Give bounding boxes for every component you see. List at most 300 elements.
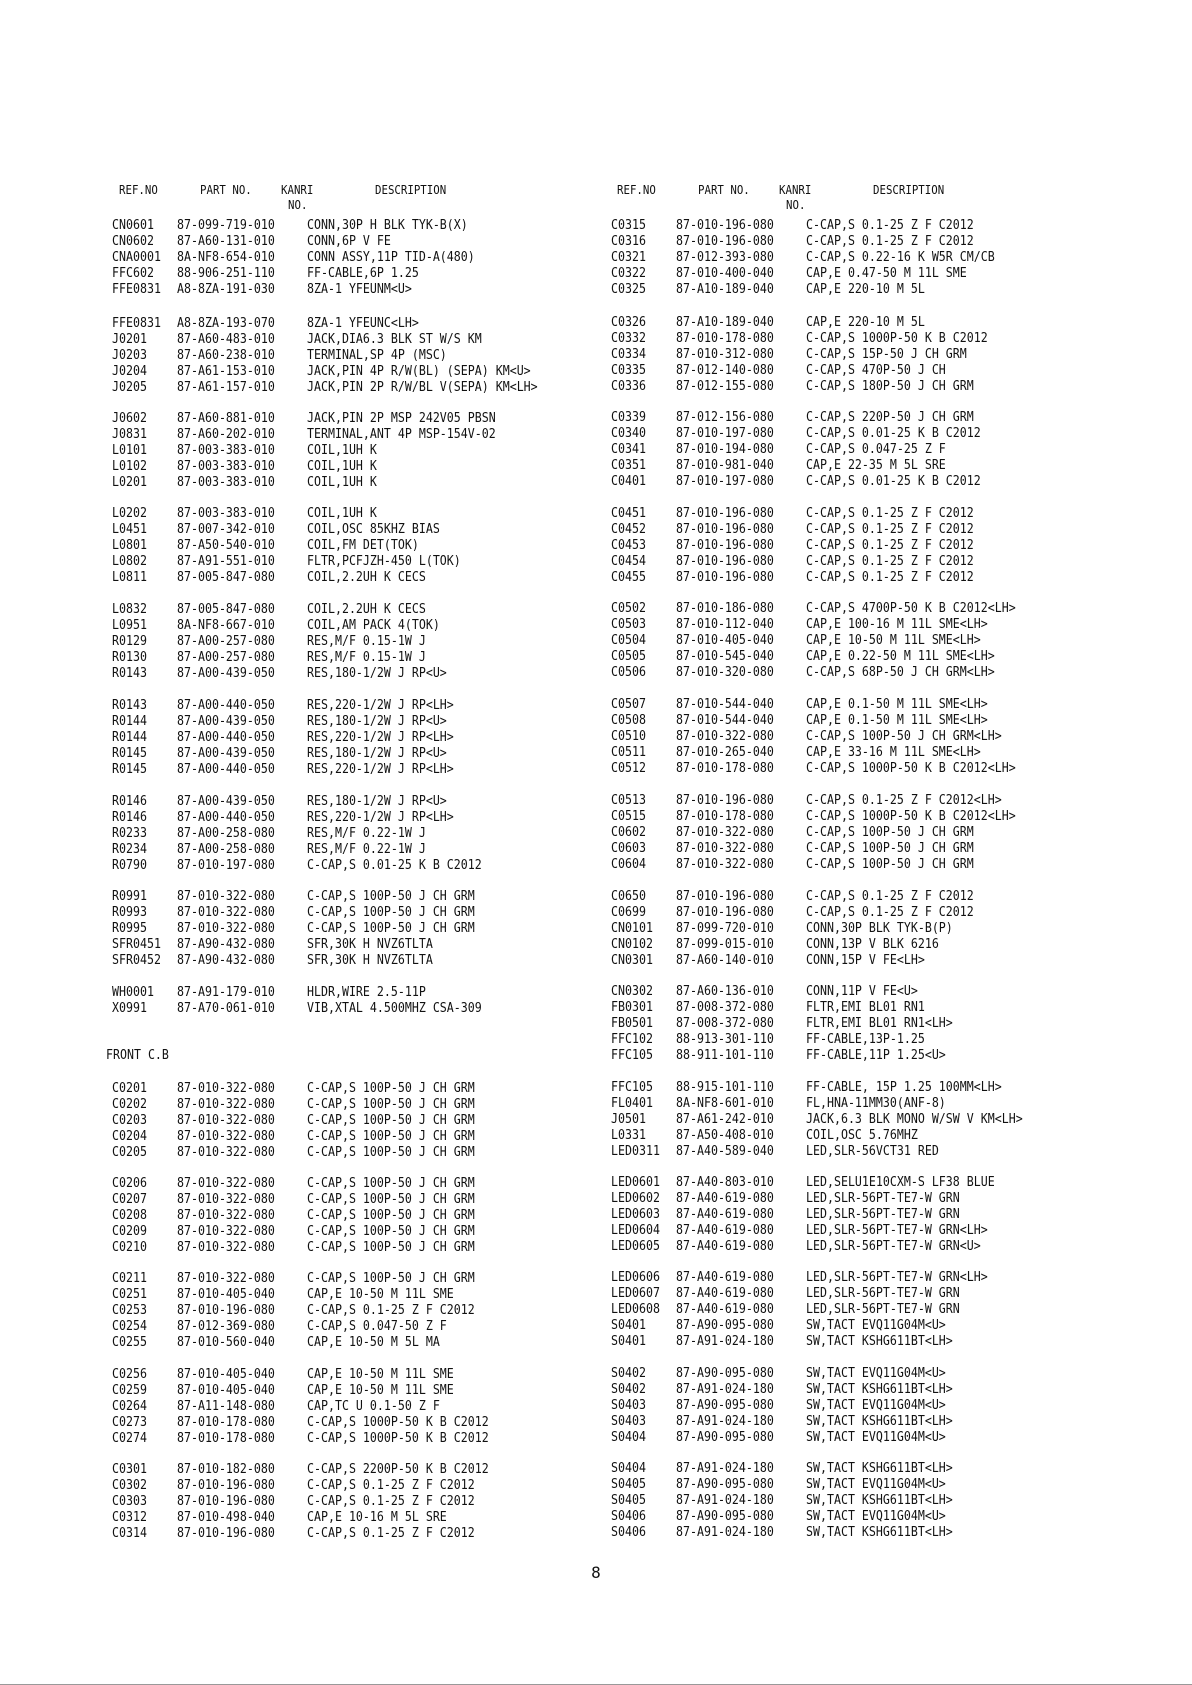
description-cell: COIL,1UH K xyxy=(307,505,377,521)
ref-no-cell: C0254 xyxy=(112,1318,147,1334)
ref-no-cell: C0454 xyxy=(611,553,646,569)
part-no-cell: 87-A40-619-080 xyxy=(676,1269,774,1285)
ref-no-cell: J0203 xyxy=(112,347,147,363)
ref-no-cell: C0512 xyxy=(611,760,646,776)
part-no-cell: 87-007-342-010 xyxy=(177,521,275,537)
description-cell: C-CAP,S 100P-50 J CH GRM xyxy=(307,888,475,904)
description-cell: C-CAP,S 0.01-25 K B C2012 xyxy=(806,473,981,489)
ref-no-cell: R0146 xyxy=(112,809,147,825)
description-cell: VIB,XTAL 4.500MHZ CSA-309 xyxy=(307,1000,482,1016)
part-no-cell: 87-010-178-080 xyxy=(676,808,774,824)
part-no-cell: 87-A00-258-080 xyxy=(177,841,275,857)
part-no-cell: 87-A90-432-080 xyxy=(177,936,275,952)
part-no-cell: 87-A70-061-010 xyxy=(177,1000,275,1016)
description-cell: SW,TACT KSHG611BT<LH> xyxy=(806,1524,953,1540)
ref-no-cell: LED0606 xyxy=(611,1269,660,1285)
part-no-cell: 87-010-194-080 xyxy=(676,441,774,457)
part-no-cell: 87-010-196-080 xyxy=(676,569,774,585)
part-no-cell: 88-906-251-110 xyxy=(177,265,275,281)
ref-no-cell: C0259 xyxy=(112,1382,147,1398)
description-cell: COIL,1UH K xyxy=(307,458,377,474)
part-no-cell: A8-8ZA-191-030 xyxy=(177,281,275,297)
description-cell: CAP,TC U 0.1-50 Z F xyxy=(307,1398,440,1414)
ref-no-cell: R0995 xyxy=(112,920,147,936)
part-no-cell: 87-010-320-080 xyxy=(676,664,774,680)
ref-no-cell: FFE0831 xyxy=(112,315,161,331)
ref-no-cell: C0504 xyxy=(611,632,646,648)
header-kanri: KANRI xyxy=(281,182,314,197)
description-cell: CONN,13P V BLK 6216 xyxy=(806,936,939,952)
part-no-cell: 87-003-383-010 xyxy=(177,458,275,474)
part-no-cell: 88-915-101-110 xyxy=(676,1079,774,1095)
part-no-cell: 87-012-140-080 xyxy=(676,362,774,378)
description-cell: C-CAP,S 100P-50 J CH GRM xyxy=(307,1223,475,1239)
description-cell: C-CAP,S 0.22-16 K W5R CM/CB xyxy=(806,249,995,265)
ref-no-cell: SFR0451 xyxy=(112,936,161,952)
description-cell: RES,180-1/2W J RP<U> xyxy=(307,793,447,809)
ref-no-cell: C0315 xyxy=(611,217,646,233)
part-no-cell: 87-010-981-040 xyxy=(676,457,774,473)
description-cell: SW,TACT EVQ11G04M<U> xyxy=(806,1476,946,1492)
ref-no-cell: C0451 xyxy=(611,505,646,521)
description-cell: C-CAP,S 0.1-25 Z F C2012 xyxy=(806,537,974,553)
part-no-cell: 87-A40-589-040 xyxy=(676,1143,774,1159)
part-no-cell: 87-010-196-080 xyxy=(177,1525,275,1541)
ref-no-cell: C0455 xyxy=(611,569,646,585)
part-no-cell: 87-A90-095-080 xyxy=(676,1317,774,1333)
description-cell: CONN,30P H BLK TYK-B(X) xyxy=(307,217,468,233)
description-cell: C-CAP,S 0.1-25 Z F C2012 xyxy=(307,1477,475,1493)
ref-no-cell: C0506 xyxy=(611,664,646,680)
description-cell: SW,TACT EVQ11G04M<U> xyxy=(806,1429,946,1445)
description-cell: C-CAP,S 100P-50 J CH GRM xyxy=(806,824,974,840)
description-cell: CAP,E 0.1-50 M 11L SME<LH> xyxy=(806,696,988,712)
description-cell: SW,TACT EVQ11G04M<U> xyxy=(806,1365,946,1381)
description-cell: FF-CABLE,13P-1.25 xyxy=(806,1031,925,1047)
ref-no-cell: R0993 xyxy=(112,904,147,920)
ref-no-cell: C0314 xyxy=(112,1525,147,1541)
ref-no-cell: C0505 xyxy=(611,648,646,664)
description-cell: LED,SLR-56PT-TE7-W GRN xyxy=(806,1206,960,1222)
ref-no-cell: S0402 xyxy=(611,1381,646,1397)
description-cell: LED,SELU1E10CXM-S LF38 BLUE xyxy=(806,1174,995,1190)
part-no-cell: 87-010-322-080 xyxy=(177,1080,275,1096)
ref-no-cell: C0340 xyxy=(611,425,646,441)
ref-no-cell: C0508 xyxy=(611,712,646,728)
ref-no-cell: CN0301 xyxy=(611,952,653,968)
part-no-cell: 87-010-322-080 xyxy=(676,824,774,840)
part-no-cell: 87-A00-440-050 xyxy=(177,729,275,745)
description-cell: C-CAP,S 0.1-25 Z F C2012 xyxy=(806,217,974,233)
part-no-cell: 87-010-322-080 xyxy=(177,1128,275,1144)
description-cell: SW,TACT EVQ11G04M<U> xyxy=(806,1397,946,1413)
description-cell: C-CAP,S 0.01-25 K B C2012 xyxy=(307,857,482,873)
description-cell: C-CAP,S 15P-50 J CH GRM xyxy=(806,346,967,362)
part-no-cell: 87-A60-131-010 xyxy=(177,233,275,249)
part-no-cell: 87-A90-095-080 xyxy=(676,1508,774,1524)
description-cell: C-CAP,S 0.1-25 Z F C2012 xyxy=(806,233,974,249)
ref-no-cell: C0332 xyxy=(611,330,646,346)
ref-no-cell: C0210 xyxy=(112,1239,147,1255)
part-no-cell: 87-010-405-040 xyxy=(676,632,774,648)
description-cell: CAP,E 0.22-50 M 11L SME<LH> xyxy=(806,648,995,664)
ref-no-cell: L0811 xyxy=(112,569,147,585)
ref-no-cell: FB0501 xyxy=(611,1015,653,1031)
part-no-cell: 87-012-393-080 xyxy=(676,249,774,265)
description-cell: C-CAP,S 0.1-25 Z F C2012 xyxy=(806,505,974,521)
ref-no-cell: C0511 xyxy=(611,744,646,760)
part-no-cell: 87-A90-095-080 xyxy=(676,1397,774,1413)
ref-no-cell: C0316 xyxy=(611,233,646,249)
header-kanri: KANRI xyxy=(779,182,812,197)
description-cell: COIL,FM DET(TOK) xyxy=(307,537,419,553)
header-kanri-no: NO. xyxy=(288,197,308,212)
part-no-cell: 87-A50-408-010 xyxy=(676,1127,774,1143)
description-cell: 8ZA-1 YFEUNC<LH> xyxy=(307,315,419,331)
part-no-cell: 87-010-197-080 xyxy=(676,473,774,489)
header-ref-no: REF.NO xyxy=(617,182,656,197)
header-part-no: PART NO. xyxy=(698,182,750,197)
description-cell: C-CAP,S 100P-50 J CH GRM xyxy=(307,1128,475,1144)
description-cell: CAP,E 10-50 M 11L SME xyxy=(307,1382,454,1398)
description-cell: C-CAP,S 0.1-25 Z F C2012 xyxy=(806,888,974,904)
ref-no-cell: R0144 xyxy=(112,729,147,745)
description-cell: TERMINAL,SP 4P (MSC) xyxy=(307,347,447,363)
description-cell: COIL,2.2UH K CECS xyxy=(307,569,426,585)
part-no-cell: 87-012-155-080 xyxy=(676,378,774,394)
description-cell: COIL,AM PACK 4(TOK) xyxy=(307,617,440,633)
ref-no-cell: C0602 xyxy=(611,824,646,840)
ref-no-cell: J0831 xyxy=(112,426,147,442)
ref-no-cell: S0406 xyxy=(611,1524,646,1540)
part-no-cell: 87-010-196-080 xyxy=(177,1493,275,1509)
part-no-cell: 87-010-322-080 xyxy=(676,840,774,856)
ref-no-cell: L0202 xyxy=(112,505,147,521)
part-no-cell: 87-A10-189-040 xyxy=(676,314,774,330)
ref-no-cell: C0201 xyxy=(112,1080,147,1096)
ref-no-cell: R0991 xyxy=(112,888,147,904)
description-cell: C-CAP,S 100P-50 J CH GRM xyxy=(806,856,974,872)
ref-no-cell: L0451 xyxy=(112,521,147,537)
part-no-cell: 87-010-112-040 xyxy=(676,616,774,632)
ref-no-cell: C0207 xyxy=(112,1191,147,1207)
part-no-cell: 87-A10-189-040 xyxy=(676,281,774,297)
part-no-cell: 87-010-545-040 xyxy=(676,648,774,664)
description-cell: RES,220-1/2W J RP<LH> xyxy=(307,809,454,825)
description-cell: SW,TACT KSHG611BT<LH> xyxy=(806,1492,953,1508)
part-no-cell: 87-010-182-080 xyxy=(177,1461,275,1477)
part-no-cell: 87-A00-439-050 xyxy=(177,745,275,761)
description-cell: C-CAP,S 1000P-50 K B C2012 xyxy=(307,1430,489,1446)
ref-no-cell: S0404 xyxy=(611,1460,646,1476)
ref-no-cell: LED0601 xyxy=(611,1174,660,1190)
part-no-cell: 87-A60-140-010 xyxy=(676,952,774,968)
description-cell: SFR,30K H NVZ6TLTA xyxy=(307,936,433,952)
part-no-cell: 87-010-196-080 xyxy=(676,792,774,808)
description-cell: C-CAP,S 100P-50 J CH GRM xyxy=(806,840,974,856)
description-cell: CONN,30P BLK TYK-B(P) xyxy=(806,920,953,936)
description-cell: JACK,PIN 2P MSP 242V05 PBSN xyxy=(307,410,496,426)
description-cell: JACK,DIA6.3 BLK ST W/S KM xyxy=(307,331,482,347)
part-no-cell: 87-A00-439-050 xyxy=(177,665,275,681)
description-cell: COIL,1UH K xyxy=(307,442,377,458)
header-kanri-no: NO. xyxy=(786,197,806,212)
part-no-cell: 87-A61-153-010 xyxy=(177,363,275,379)
description-cell: C-CAP,S 1000P-50 K B C2012 xyxy=(806,330,988,346)
description-cell: C-CAP,S 0.047-25 Z F xyxy=(806,441,946,457)
part-no-cell: 87-010-322-080 xyxy=(676,856,774,872)
description-cell: C-CAP,S 100P-50 J CH GRM xyxy=(307,1207,475,1223)
ref-no-cell: S0405 xyxy=(611,1492,646,1508)
description-cell: RES,M/F 0.22-1W J xyxy=(307,841,426,857)
description-cell: C-CAP,S 0.047-50 Z F xyxy=(307,1318,447,1334)
description-cell: LED,SLR-56PT-TE7-W GRN<LH> xyxy=(806,1269,988,1285)
part-no-cell: 87-099-720-010 xyxy=(676,920,774,936)
part-no-cell: 87-010-400-040 xyxy=(676,265,774,281)
ref-no-cell: LED0605 xyxy=(611,1238,660,1254)
description-cell: COIL,OSC 5.76MHZ xyxy=(806,1127,918,1143)
description-cell: CONN,15P V FE<LH> xyxy=(806,952,925,968)
description-cell: JACK,6.3 BLK MONO W/SW V KM<LH> xyxy=(806,1111,1023,1127)
part-no-cell: 87-A40-803-010 xyxy=(676,1174,774,1190)
part-no-cell: 87-010-197-080 xyxy=(177,857,275,873)
ref-no-cell: CN0601 xyxy=(112,217,154,233)
ref-no-cell: CN0602 xyxy=(112,233,154,249)
part-no-cell: 87-010-196-080 xyxy=(676,553,774,569)
header-description: DESCRIPTION xyxy=(375,182,447,197)
ref-no-cell: S0401 xyxy=(611,1317,646,1333)
part-no-cell: 87-003-383-010 xyxy=(177,505,275,521)
part-no-cell: 87-A00-439-050 xyxy=(177,793,275,809)
description-cell: COIL,OSC 85KHZ BIAS xyxy=(307,521,440,537)
part-no-cell: 87-010-312-080 xyxy=(676,346,774,362)
part-no-cell: 88-913-301-110 xyxy=(676,1031,774,1047)
description-cell: SW,TACT EVQ11G04M<U> xyxy=(806,1317,946,1333)
ref-no-cell: C0208 xyxy=(112,1207,147,1223)
ref-no-cell: L0101 xyxy=(112,442,147,458)
header-description: DESCRIPTION xyxy=(873,182,945,197)
part-no-cell: 87-A91-024-180 xyxy=(676,1460,774,1476)
part-no-cell: 87-010-196-080 xyxy=(676,537,774,553)
ref-no-cell: C0251 xyxy=(112,1286,147,1302)
description-cell: RES,220-1/2W J RP<LH> xyxy=(307,729,454,745)
description-cell: CAP,E 220-10 M 5L xyxy=(806,281,925,297)
ref-no-cell: J0602 xyxy=(112,410,147,426)
ref-no-cell: C0301 xyxy=(112,1461,147,1477)
description-cell: FLTR,EMI BL01 RN1<LH> xyxy=(806,1015,953,1031)
ref-no-cell: R0146 xyxy=(112,793,147,809)
part-no-cell: 87-010-196-080 xyxy=(676,521,774,537)
description-cell: RES,M/F 0.15-1W J xyxy=(307,633,426,649)
part-no-cell: 87-A00-440-050 xyxy=(177,761,275,777)
ref-no-cell: S0406 xyxy=(611,1508,646,1524)
ref-no-cell: C0339 xyxy=(611,409,646,425)
description-cell: CAP,E 10-16 M 5L SRE xyxy=(307,1509,447,1525)
description-cell: SW,TACT KSHG611BT<LH> xyxy=(806,1460,953,1476)
description-cell: C-CAP,S 220P-50 J CH GRM xyxy=(806,409,974,425)
ref-no-cell: R0145 xyxy=(112,761,147,777)
part-no-cell: 87-A60-483-010 xyxy=(177,331,275,347)
part-no-cell: 87-A91-024-180 xyxy=(676,1524,774,1540)
part-no-cell: 87-010-322-080 xyxy=(177,1239,275,1255)
ref-no-cell: C0202 xyxy=(112,1096,147,1112)
description-cell: C-CAP,S 100P-50 J CH GRM xyxy=(307,1080,475,1096)
part-no-cell: 87-010-265-040 xyxy=(676,744,774,760)
ref-no-cell: C0302 xyxy=(112,1477,147,1493)
ref-no-cell: WH0001 xyxy=(112,984,154,1000)
description-cell: LED,SLR-56PT-TE7-W GRN<U> xyxy=(806,1238,981,1254)
ref-no-cell: J0204 xyxy=(112,363,147,379)
ref-no-cell: C0515 xyxy=(611,808,646,824)
part-no-cell: 87-005-847-080 xyxy=(177,601,275,617)
description-cell: C-CAP,S 68P-50 J CH GRM<LH> xyxy=(806,664,995,680)
description-cell: C-CAP,S 0.1-25 Z F C2012<LH> xyxy=(806,792,1002,808)
description-cell: CAP,E 0.1-50 M 11L SME<LH> xyxy=(806,712,988,728)
description-cell: C-CAP,S 0.1-25 Z F C2012 xyxy=(806,569,974,585)
part-no-cell: 87-003-383-010 xyxy=(177,442,275,458)
description-cell: FF-CABLE, 15P 1.25 100MM<LH> xyxy=(806,1079,1002,1095)
part-no-cell: 87-010-322-080 xyxy=(177,1191,275,1207)
description-cell: C-CAP,S 100P-50 J CH GRM xyxy=(307,920,475,936)
part-no-cell: 87-A40-619-080 xyxy=(676,1222,774,1238)
part-no-cell: 87-010-322-080 xyxy=(177,920,275,936)
description-cell: RES,180-1/2W J RP<U> xyxy=(307,745,447,761)
ref-no-cell: C0326 xyxy=(611,314,646,330)
ref-no-cell: S0402 xyxy=(611,1365,646,1381)
part-no-cell: 87-010-178-080 xyxy=(676,330,774,346)
description-cell: LED,SLR-56PT-TE7-W GRN xyxy=(806,1285,960,1301)
ref-no-cell: L0801 xyxy=(112,537,147,553)
ref-no-cell: C0510 xyxy=(611,728,646,744)
description-cell: CAP,E 100-16 M 11L SME<LH> xyxy=(806,616,988,632)
ref-no-cell: C0211 xyxy=(112,1270,147,1286)
part-no-cell: 87-A11-148-080 xyxy=(177,1398,275,1414)
description-cell: CAP,E 10-50 M 5L MA xyxy=(307,1334,440,1350)
ref-no-cell: L0102 xyxy=(112,458,147,474)
part-no-cell: 87-A00-439-050 xyxy=(177,713,275,729)
ref-no-cell: FFC105 xyxy=(611,1079,653,1095)
ref-no-cell: R0144 xyxy=(112,713,147,729)
part-no-cell: 87-010-322-080 xyxy=(676,728,774,744)
description-cell: C-CAP,S 0.1-25 Z F C2012 xyxy=(307,1302,475,1318)
part-no-cell: 87-010-196-080 xyxy=(177,1477,275,1493)
ref-no-cell: FFE0831 xyxy=(112,281,161,297)
ref-no-cell: L0832 xyxy=(112,601,147,617)
ref-no-cell: LED0311 xyxy=(611,1143,660,1159)
description-cell: C-CAP,S 0.1-25 Z F C2012 xyxy=(307,1493,475,1509)
ref-no-cell: S0405 xyxy=(611,1476,646,1492)
part-no-cell: 87-010-405-040 xyxy=(177,1382,275,1398)
part-no-cell: 87-010-544-040 xyxy=(676,712,774,728)
description-cell: RES,220-1/2W J RP<LH> xyxy=(307,761,454,777)
ref-no-cell: LED0608 xyxy=(611,1301,660,1317)
part-no-cell: 87-010-196-080 xyxy=(177,1302,275,1318)
part-no-cell: 87-010-322-080 xyxy=(177,888,275,904)
description-cell: FF-CABLE,11P 1.25<U> xyxy=(806,1047,946,1063)
description-cell: CAP,E 220-10 M 5L xyxy=(806,314,925,330)
ref-no-cell: R0143 xyxy=(112,665,147,681)
part-no-cell: 87-010-322-080 xyxy=(177,904,275,920)
description-cell: C-CAP,S 1000P-50 K B C2012<LH> xyxy=(806,760,1016,776)
ref-no-cell: C0322 xyxy=(611,265,646,281)
header-ref-no: REF.NO xyxy=(119,182,158,197)
ref-no-cell: C0255 xyxy=(112,1334,147,1350)
ref-no-cell: LED0603 xyxy=(611,1206,660,1222)
ref-no-cell: L0201 xyxy=(112,474,147,490)
ref-no-cell: L0951 xyxy=(112,617,147,633)
part-no-cell: 87-010-498-040 xyxy=(177,1509,275,1525)
ref-no-cell: C0503 xyxy=(611,616,646,632)
description-cell: C-CAP,S 100P-50 J CH GRM xyxy=(307,1191,475,1207)
ref-no-cell: R0130 xyxy=(112,649,147,665)
description-cell: SFR,30K H NVZ6TLTA xyxy=(307,952,433,968)
ref-no-cell: C0452 xyxy=(611,521,646,537)
ref-no-cell: C0303 xyxy=(112,1493,147,1509)
part-no-cell: 87-A91-024-180 xyxy=(676,1492,774,1508)
description-cell: C-CAP,S 0.01-25 K B C2012 xyxy=(806,425,981,441)
ref-no-cell: L0331 xyxy=(611,1127,646,1143)
part-no-cell: 87-010-197-080 xyxy=(676,425,774,441)
ref-no-cell: C0205 xyxy=(112,1144,147,1160)
part-no-cell: 87-A90-095-080 xyxy=(676,1429,774,1445)
ref-no-cell: C0206 xyxy=(112,1175,147,1191)
description-cell: C-CAP,S 470P-50 J CH xyxy=(806,362,946,378)
ref-no-cell: C0312 xyxy=(112,1509,147,1525)
description-cell: C-CAP,S 2200P-50 K B C2012 xyxy=(307,1461,489,1477)
part-no-cell: 87-010-196-080 xyxy=(676,233,774,249)
part-no-cell: 87-010-178-080 xyxy=(177,1414,275,1430)
part-no-cell: A8-8ZA-193-070 xyxy=(177,315,275,331)
description-cell: C-CAP,S 100P-50 J CH GRM xyxy=(307,1096,475,1112)
ref-no-cell: R0233 xyxy=(112,825,147,841)
part-no-cell: 87-A60-136-010 xyxy=(676,983,774,999)
ref-no-cell: J0201 xyxy=(112,331,147,347)
part-no-cell: 87-A91-024-180 xyxy=(676,1413,774,1429)
ref-no-cell: C0321 xyxy=(611,249,646,265)
part-no-cell: 87-A91-179-010 xyxy=(177,984,275,1000)
description-cell: 8ZA-1 YFEUNM<U> xyxy=(307,281,412,297)
ref-no-cell: S0404 xyxy=(611,1429,646,1445)
ref-no-cell: C0273 xyxy=(112,1414,147,1430)
description-cell: SW,TACT KSHG611BT<LH> xyxy=(806,1413,953,1429)
part-no-cell: 87-010-322-080 xyxy=(177,1270,275,1286)
ref-no-cell: C0203 xyxy=(112,1112,147,1128)
part-no-cell: 87-A40-619-080 xyxy=(676,1190,774,1206)
description-cell: CAP,E 10-50 M 11L SME xyxy=(307,1366,454,1382)
description-cell: SW,TACT KSHG611BT<LH> xyxy=(806,1333,953,1349)
ref-no-cell: S0403 xyxy=(611,1397,646,1413)
description-cell: RES,M/F 0.15-1W J xyxy=(307,649,426,665)
description-cell: C-CAP,S 180P-50 J CH GRM xyxy=(806,378,974,394)
description-cell: C-CAP,S 100P-50 J CH GRM xyxy=(307,1270,475,1286)
description-cell: SW,TACT KSHG611BT<LH> xyxy=(806,1381,953,1397)
description-cell: LED,SLR-56PT-TE7-W GRN xyxy=(806,1301,960,1317)
ref-no-cell: C0256 xyxy=(112,1366,147,1382)
part-no-cell: 87-A40-619-080 xyxy=(676,1206,774,1222)
part-no-cell: 87-010-405-040 xyxy=(177,1366,275,1382)
ref-no-cell: R0234 xyxy=(112,841,147,857)
part-no-cell: 87-010-322-080 xyxy=(177,1112,275,1128)
description-cell: C-CAP,S 0.1-25 Z F C2012 xyxy=(806,904,974,920)
ref-no-cell: C0336 xyxy=(611,378,646,394)
page-number: 8 xyxy=(591,1563,601,1582)
header-part-no: PART NO. xyxy=(200,182,252,197)
section-title-front-cb: FRONT C.B xyxy=(106,1047,169,1063)
ref-no-cell: CN0302 xyxy=(611,983,653,999)
description-cell: LED,SLR-56PT-TE7-W GRN xyxy=(806,1190,960,1206)
part-no-cell: 87-010-196-080 xyxy=(676,505,774,521)
ref-no-cell: C0699 xyxy=(611,904,646,920)
